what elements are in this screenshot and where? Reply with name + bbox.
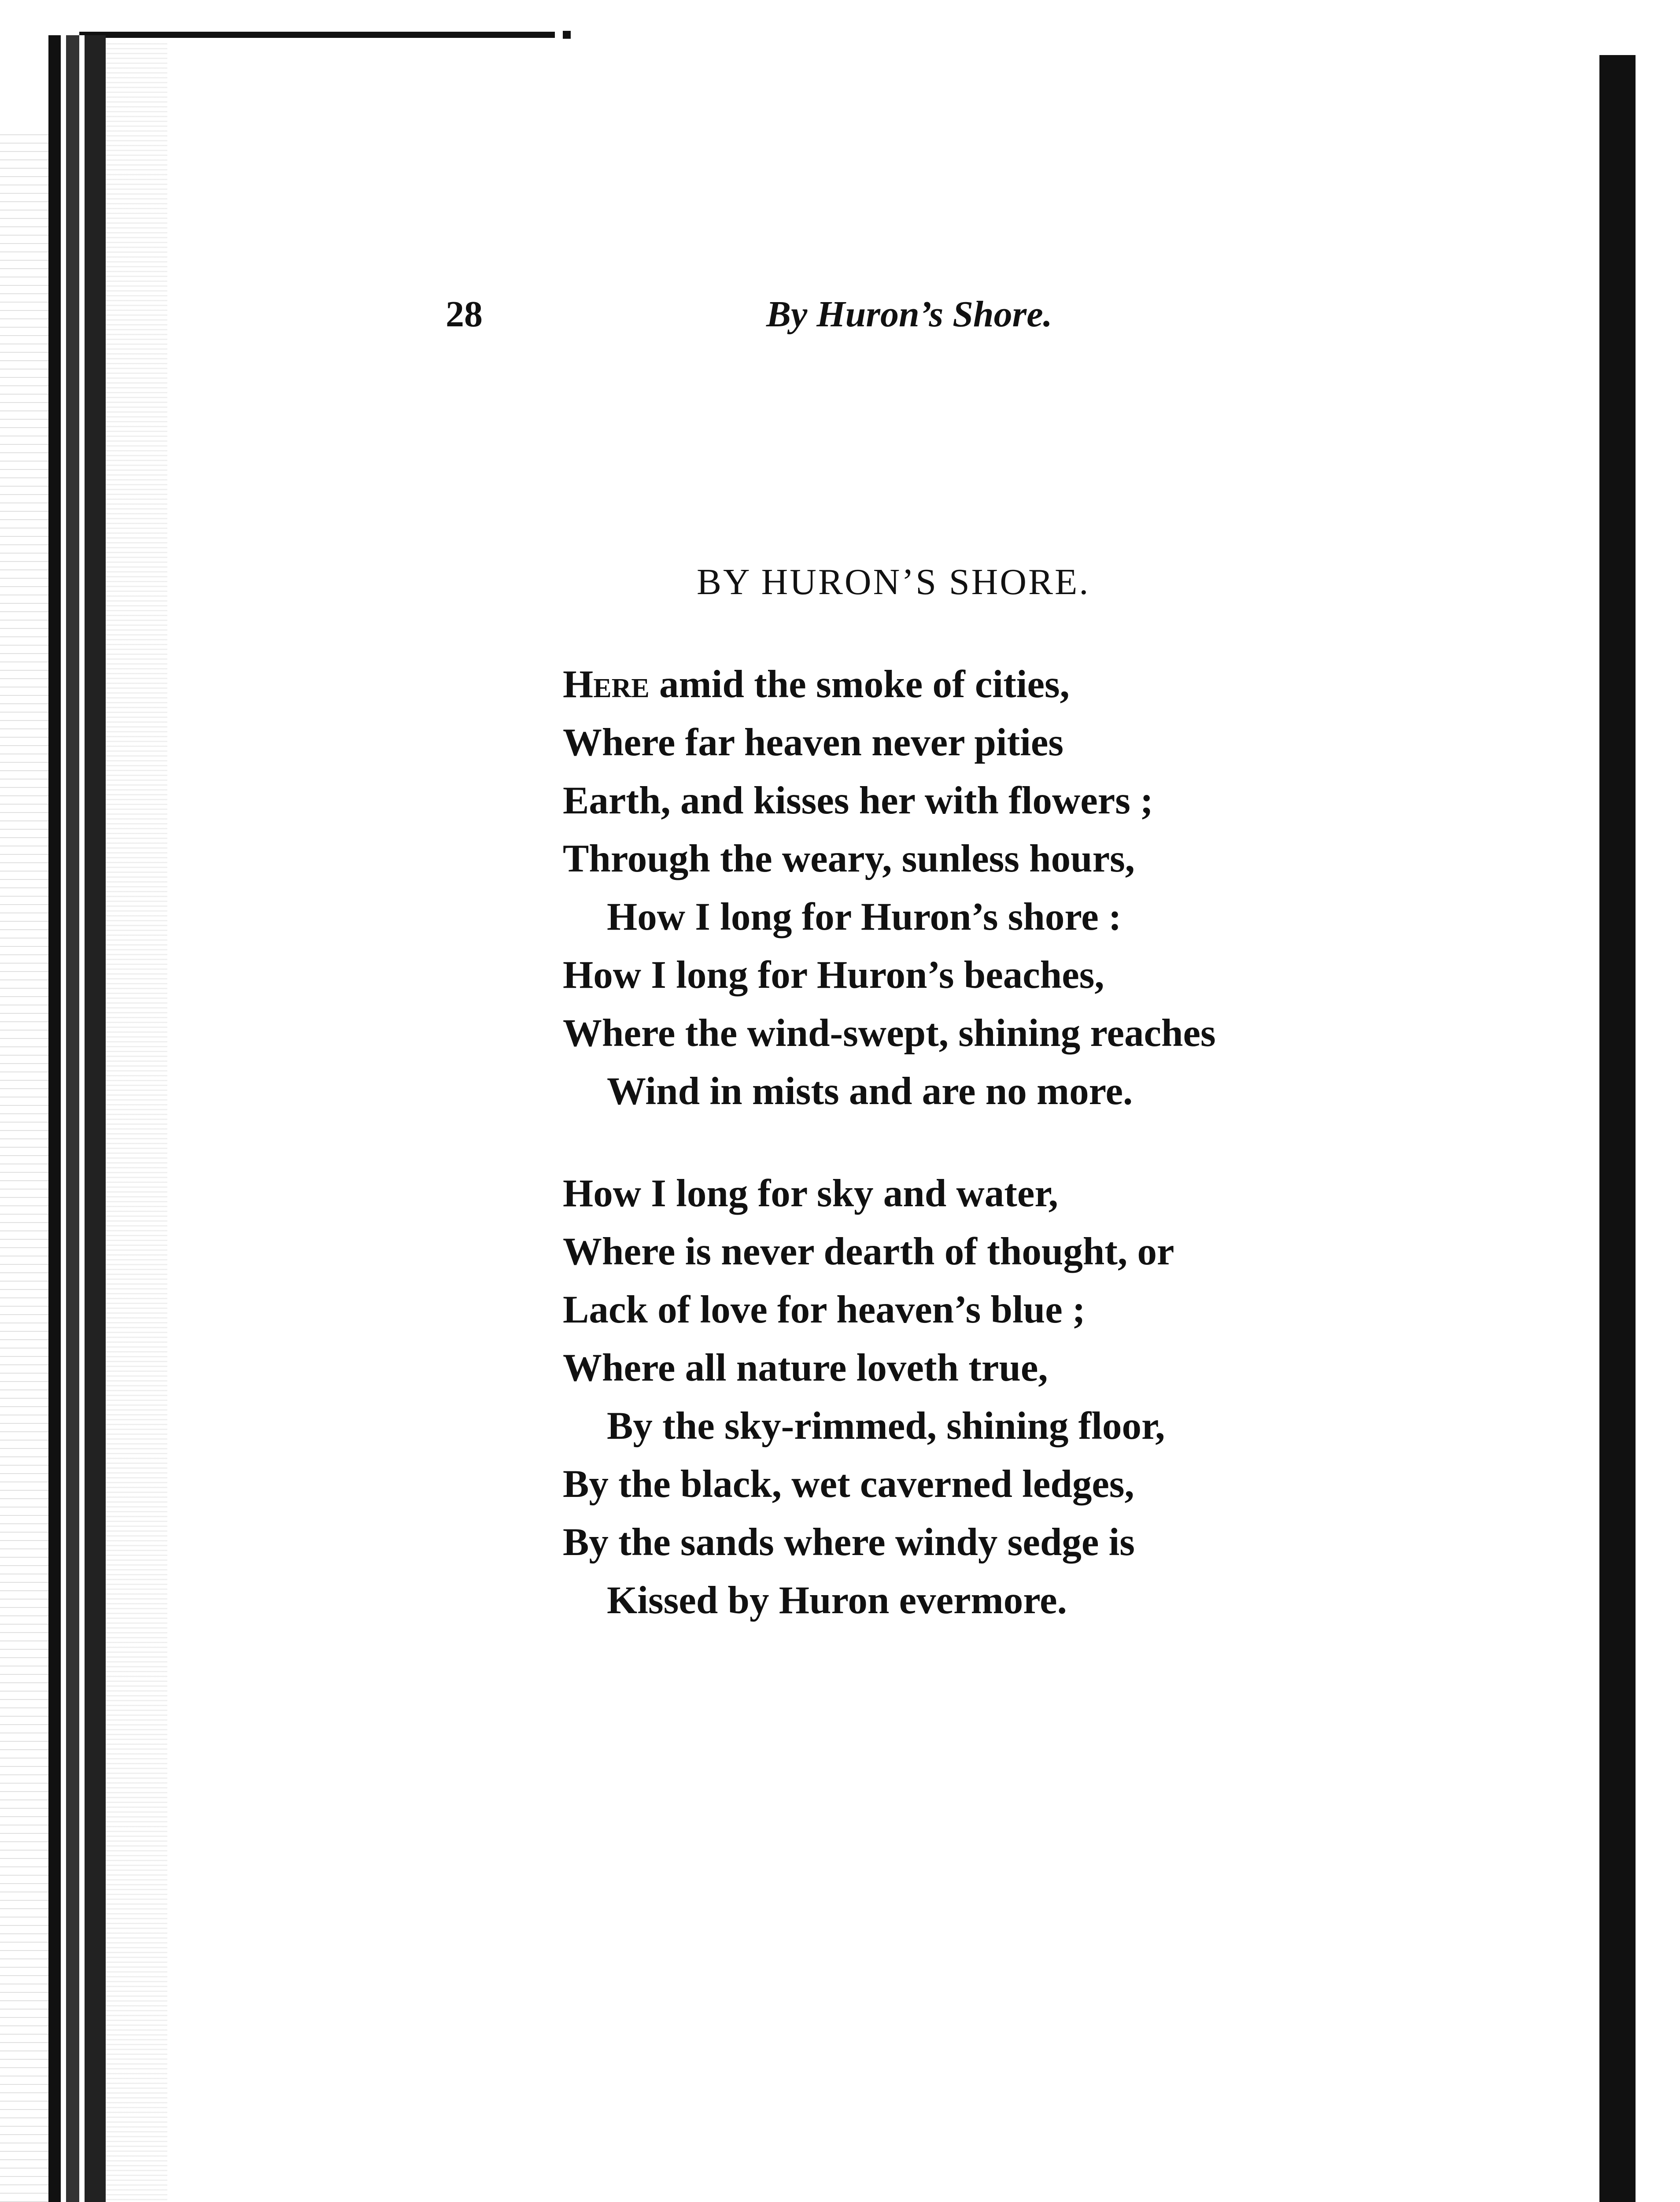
poem-title: BY HURON’S SHORE. — [697, 562, 1090, 602]
running-head-title: By Huron’s Shore. — [766, 294, 1052, 335]
poem-line: By the sands where windy sedge is — [563, 1521, 1135, 1564]
poem-line: Where far heaven never pities — [563, 721, 1064, 764]
poem-line-lead-word: Here — [563, 663, 650, 706]
poem-line: Through the weary, sunless hours, — [563, 837, 1135, 880]
poem-line: Earth, and kisses her with flowers ; — [563, 779, 1153, 822]
left-binding-edge — [48, 35, 106, 2202]
poem-line-text: amid the smoke of cities, — [649, 663, 1070, 706]
poem-line: Lack of love for heaven’s blue ; — [563, 1288, 1086, 1331]
left-gutter-speckle — [106, 40, 167, 2202]
poem-line: Where the wind-swept, shining reaches — [563, 1012, 1216, 1055]
poem-line: How I long for sky and water, — [563, 1172, 1059, 1215]
poem-line: Where all nature loveth true, — [563, 1346, 1048, 1389]
stanza-2 — [563, 1164, 1216, 1629]
poem-line-indented: How I long for Huron’s shore : — [607, 895, 1122, 938]
page-number: 28 — [446, 294, 483, 335]
poem-line: How I long for Huron’s beaches, — [563, 953, 1104, 997]
poem-line-indented: Wind in mists and are no more. — [607, 1070, 1133, 1113]
top-border-rule — [79, 32, 555, 38]
stanza-1 — [563, 655, 1216, 1120]
poem-line — [563, 655, 1216, 713]
poem-line-indented: By the sky-rimmed, shining floor, — [607, 1404, 1165, 1448]
poem-line-indented: Kissed by Huron evermore. — [607, 1579, 1067, 1622]
left-scan-noise — [0, 132, 48, 2202]
poem-line: By the black, wet caverned ledges, — [563, 1463, 1134, 1506]
poem-body — [563, 655, 1216, 1629]
top-border-mark — [563, 31, 571, 39]
right-page-edge — [1599, 55, 1636, 2202]
poem-line: Where is never dearth of thought, or — [563, 1230, 1174, 1273]
